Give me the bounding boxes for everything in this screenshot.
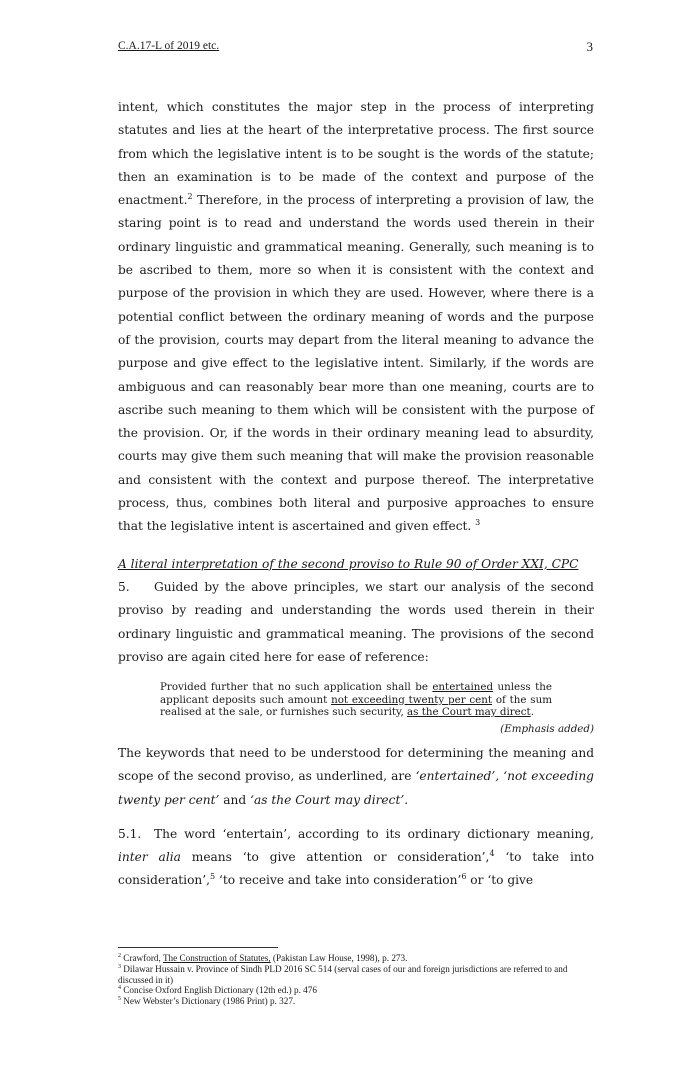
- footnote-ref[interactable]: 5: [210, 872, 216, 882]
- footnotes: [118, 953, 596, 1007]
- text: or ‘to give: [466, 873, 534, 888]
- underlined-text: not exceeding twenty per cent: [331, 693, 493, 706]
- paragraph-keywords: [118, 742, 594, 812]
- page-header: [118, 40, 593, 52]
- text: and: [219, 792, 251, 807]
- text: Therefore, in the process of interpreting a provision of law, the staring point is to read and understand the words used therein in their ordinary linguistic and grammatical meaning. Generally, such meaning is to be ascribed to them, more so when it is consistent with the context and purpose of the provision in which they are used. However, where there is a potential conflict between the ordinary meaning of words and the purpose of the provision, courts may depart from the literal meaning to advance the purpose and give effect to the legislative intent. Similarly, if the words are ambiguous and can reasonably bear more than one meaning, courts are to ascribe such meaning to them which will be consistent with the purpose of the provision. Or, if the words in their ordinary meaning lead to absurdity, courts may give them such meaning that will make the provision reasonable and consistent with the context and purpose thereof. The interpretative process, thus, combines both literal and purposive approaches to ensure that the legislative intent is ascertained and given effect.: [118, 193, 594, 534]
- footnote-number: 4: [118, 985, 121, 992]
- footnote: [118, 953, 596, 964]
- text: Concise Oxford English Dictionary (12th ed.) p. 476: [123, 985, 317, 996]
- text: Crawford,: [123, 953, 163, 963]
- document-body: [118, 96, 594, 893]
- text: Dilawar Hussain v. Province of Sindh PLD 2016 SC 514 (serval cases of our and foreign jurisdictions are referred to and discussed in it): [118, 963, 568, 985]
- footnote-ref[interactable]: 2: [187, 192, 193, 202]
- emphasis-note: (Emphasis added): [500, 722, 594, 735]
- paragraph-number: 5.1.: [118, 826, 142, 841]
- underlined-text: as the Court may direct: [407, 706, 531, 719]
- text: Provided further that no such application shall be: [160, 681, 433, 694]
- paragraph-5: [118, 576, 594, 669]
- underlined-text: entertained: [432, 681, 494, 694]
- paragraph-number: 5.: [118, 579, 130, 594]
- block-quote: [160, 681, 552, 719]
- text: intent, which constitutes the major step in the process of interpreting statutes and lies at the heart of the interpretative process. The first source from which the legislative intent is to be sought is the words of the statute; then an examination is to be made of the context and purpose of the enactment.: [118, 100, 594, 208]
- footnote-ref[interactable]: 4: [489, 849, 495, 859]
- italic-text: ‘as the Court may direct’.: [250, 792, 409, 807]
- footnote-number: 5: [118, 996, 121, 1003]
- text: (Pakistan Law House, 1998), p. 273.: [270, 953, 408, 963]
- paragraph-interpretation: [118, 96, 594, 539]
- section-heading: A literal interpretation of the second proviso to Rule 90 of Order XXI, CPC: [118, 556, 579, 571]
- italic-text: ‘entertained’, ‘not exceeding twenty per cent’: [118, 769, 594, 807]
- footnote-ref[interactable]: 3: [475, 518, 481, 528]
- text: means ‘to give attention or consideration’,: [180, 850, 490, 865]
- text: .: [530, 706, 534, 719]
- footnote-divider: [118, 947, 278, 948]
- text: ‘to take into consideration’,: [118, 850, 594, 888]
- footnote: [118, 964, 596, 986]
- paragraph-5-1: [118, 823, 594, 893]
- footnote-ref[interactable]: 6: [461, 872, 467, 882]
- text: The word ‘entertain’, according to its ordinary dictionary meaning,: [154, 826, 594, 841]
- footnote-number: 2: [118, 952, 121, 959]
- text: The keywords that need to be understood for determining the meaning and scope of the second proviso, as underlined, are: [118, 745, 594, 784]
- text: ‘to receive and take into consideration’: [215, 873, 462, 888]
- text: Guided by the above principles, we start our analysis of the second proviso by reading and understanding the words used therein in their ordinary linguistic and grammatical meaning. The provisions of the second proviso are again cited here for ease of reference:: [118, 579, 594, 664]
- underlined-text: The Construction of Statutes,: [162, 953, 271, 963]
- text: unless the applicant deposits such amount: [160, 681, 552, 706]
- footnote: [118, 985, 596, 996]
- text: New Webster’s Dictionary (1986 Print) p. 327.: [123, 996, 296, 1007]
- footnote-number: 3: [118, 963, 121, 970]
- footnote: [118, 996, 596, 1007]
- text: of the sum realised at the sale, or furnishes such security,: [160, 693, 552, 719]
- page-number: 3: [586, 39, 593, 54]
- case-reference: C.A.17-L of 2019 etc.: [118, 40, 220, 52]
- italic-text: inter alia: [118, 850, 181, 865]
